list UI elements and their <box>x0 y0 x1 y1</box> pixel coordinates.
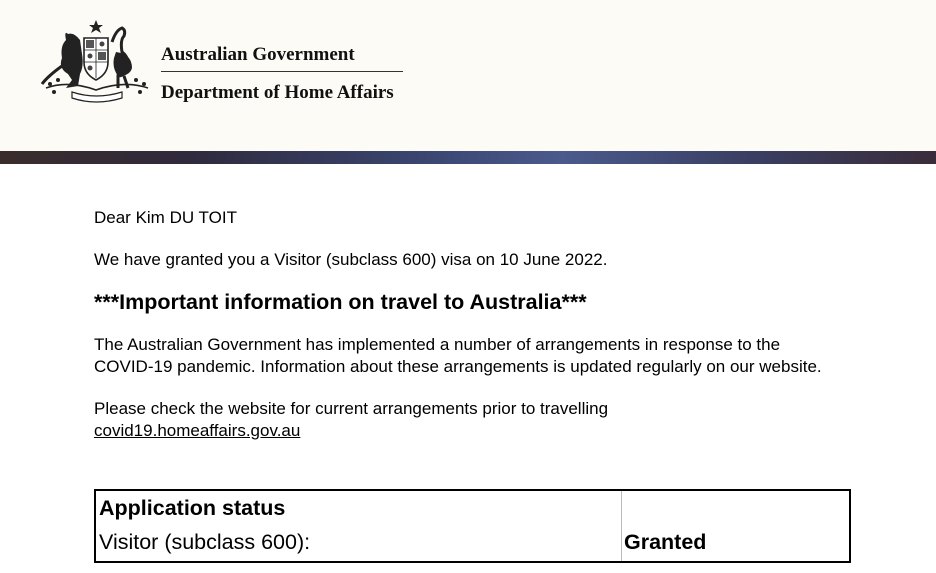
application-status-title: Application status <box>99 496 286 520</box>
coat-of-arms-icon <box>38 18 156 104</box>
department-name: Department of Home Affairs <box>161 82 394 103</box>
check-website-paragraph: Please check the website for current arrangements prior to travelling <box>94 399 609 418</box>
greeting: Dear Kim DU TOIT <box>94 208 237 227</box>
letter-header <box>0 0 936 151</box>
column-divider <box>621 491 622 561</box>
important-info-heading: ***Important information on travel to Australia*** <box>94 290 587 314</box>
visa-type-label: Visitor (subclass 600): <box>99 530 311 554</box>
letter-body <box>94 205 854 442</box>
application-status-table <box>94 489 851 563</box>
government-name: Australian Government <box>161 44 355 65</box>
covid-paragraph: The Australian Government has implemented a number of arrangements in response to the COVID-19 pandemic. Information about these arrangements is updated regularly on our website. <box>94 335 822 376</box>
organisation-title-block <box>161 44 403 104</box>
grant-statement: We have granted you a Visitor (subclass 600) visa on 10 June 2022. <box>94 250 608 269</box>
status-value: Granted <box>624 530 707 554</box>
covid-website-link[interactable]: covid19.homeaffairs.gov.au <box>94 421 301 440</box>
header-decorative-band <box>0 151 936 164</box>
title-divider <box>161 71 403 72</box>
